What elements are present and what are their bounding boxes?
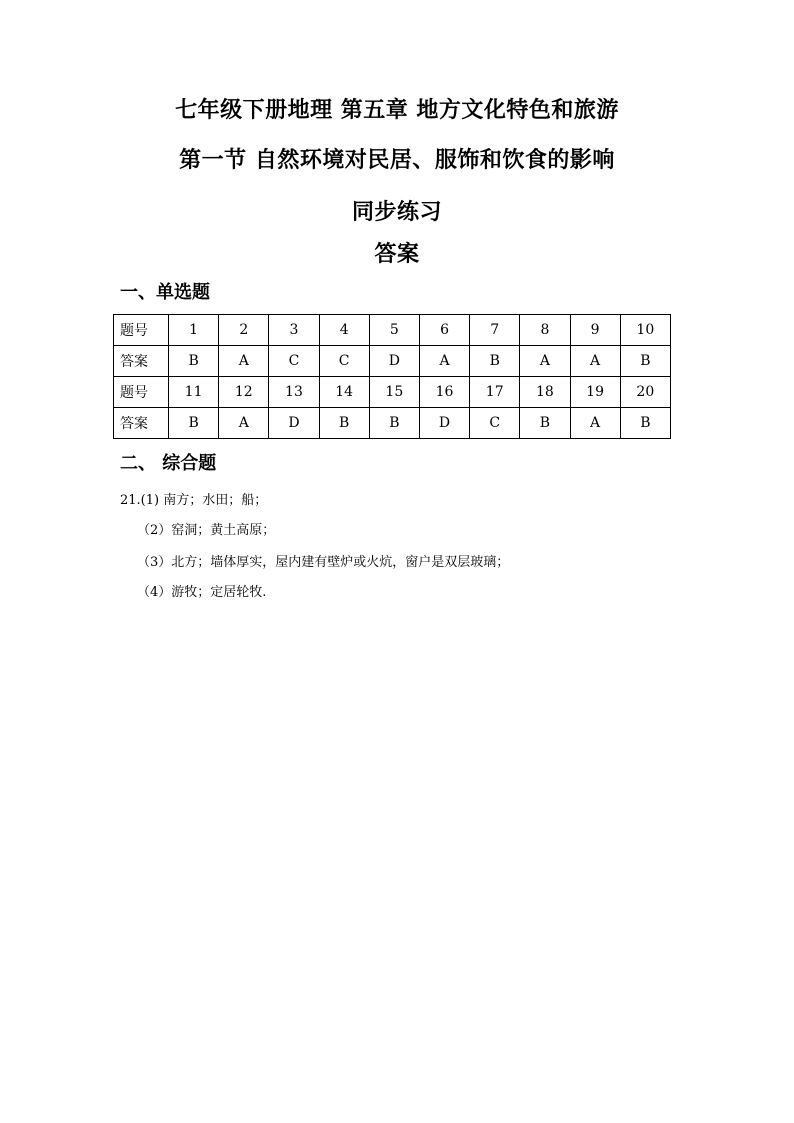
- table-cell: 5: [369, 315, 419, 346]
- table-cell: 2: [219, 315, 269, 346]
- answer-line: （4）游牧；定居轮牧.: [137, 585, 267, 600]
- table-cell: C: [269, 346, 319, 377]
- table-cell: 20: [620, 377, 670, 408]
- table-cell: 16: [419, 377, 469, 408]
- table-cell: 1: [169, 315, 219, 346]
- table-cell: 19: [570, 377, 620, 408]
- table-cell: A: [419, 346, 469, 377]
- table-cell: B: [169, 408, 219, 439]
- table-cell: D: [369, 346, 419, 377]
- comprehensive-heading: 二、 综合题: [120, 453, 217, 474]
- table-cell: D: [419, 408, 469, 439]
- row-label: 题号: [114, 377, 169, 408]
- table-cell: 3: [269, 315, 319, 346]
- row-label: 题号: [114, 315, 169, 346]
- single-choice-heading: 一、单选题: [120, 282, 210, 303]
- table-cell: B: [520, 408, 570, 439]
- table-cell: 13: [269, 377, 319, 408]
- table-cell: 11: [169, 377, 219, 408]
- table-cell: B: [470, 346, 520, 377]
- table-cell: 14: [319, 377, 369, 408]
- table-cell: B: [620, 346, 670, 377]
- table-cell: A: [520, 346, 570, 377]
- table-cell: A: [219, 408, 269, 439]
- table-row: [114, 346, 671, 377]
- table-row: [114, 377, 671, 408]
- table-cell: 12: [219, 377, 269, 408]
- table-cell: 6: [419, 315, 469, 346]
- table-cell: B: [319, 408, 369, 439]
- table-cell: B: [169, 346, 219, 377]
- table-cell: C: [470, 408, 520, 439]
- answer-line: 21.(1) 南方；水田；船；: [120, 493, 268, 508]
- table-cell: A: [570, 408, 620, 439]
- answer-line: （2）窑洞；黄土高原；: [137, 523, 276, 538]
- table-cell: 8: [520, 315, 570, 346]
- table-cell: C: [319, 346, 369, 377]
- exercise-label: 同步练习: [351, 199, 442, 225]
- table-cell: B: [620, 408, 670, 439]
- table-cell: 15: [369, 377, 419, 408]
- table-row: [114, 315, 671, 346]
- table-row: [114, 408, 671, 439]
- section-subtitle: 第一节 自然环境对民居、服饰和饮食的影响: [179, 147, 615, 173]
- document-title: 七年级下册地理 第五章 地方文化特色和旅游: [175, 97, 619, 123]
- answer-line: （3）北方；墙体厚实，屋内建有壁炉或火炕，窗户是双层玻璃；: [137, 555, 510, 570]
- table-cell: B: [369, 408, 419, 439]
- table-cell: 17: [470, 377, 520, 408]
- table-cell: D: [269, 408, 319, 439]
- table-cell: 9: [570, 315, 620, 346]
- table-cell: A: [570, 346, 620, 377]
- table-cell: A: [219, 346, 269, 377]
- row-label: 答案: [114, 408, 169, 439]
- table-cell: 7: [470, 315, 520, 346]
- table-cell: 18: [520, 377, 570, 408]
- answer-table: [113, 314, 671, 439]
- answer-label: 答案: [374, 241, 420, 267]
- table-cell: 4: [319, 315, 369, 346]
- table-cell: 10: [620, 315, 670, 346]
- row-label: 答案: [114, 346, 169, 377]
